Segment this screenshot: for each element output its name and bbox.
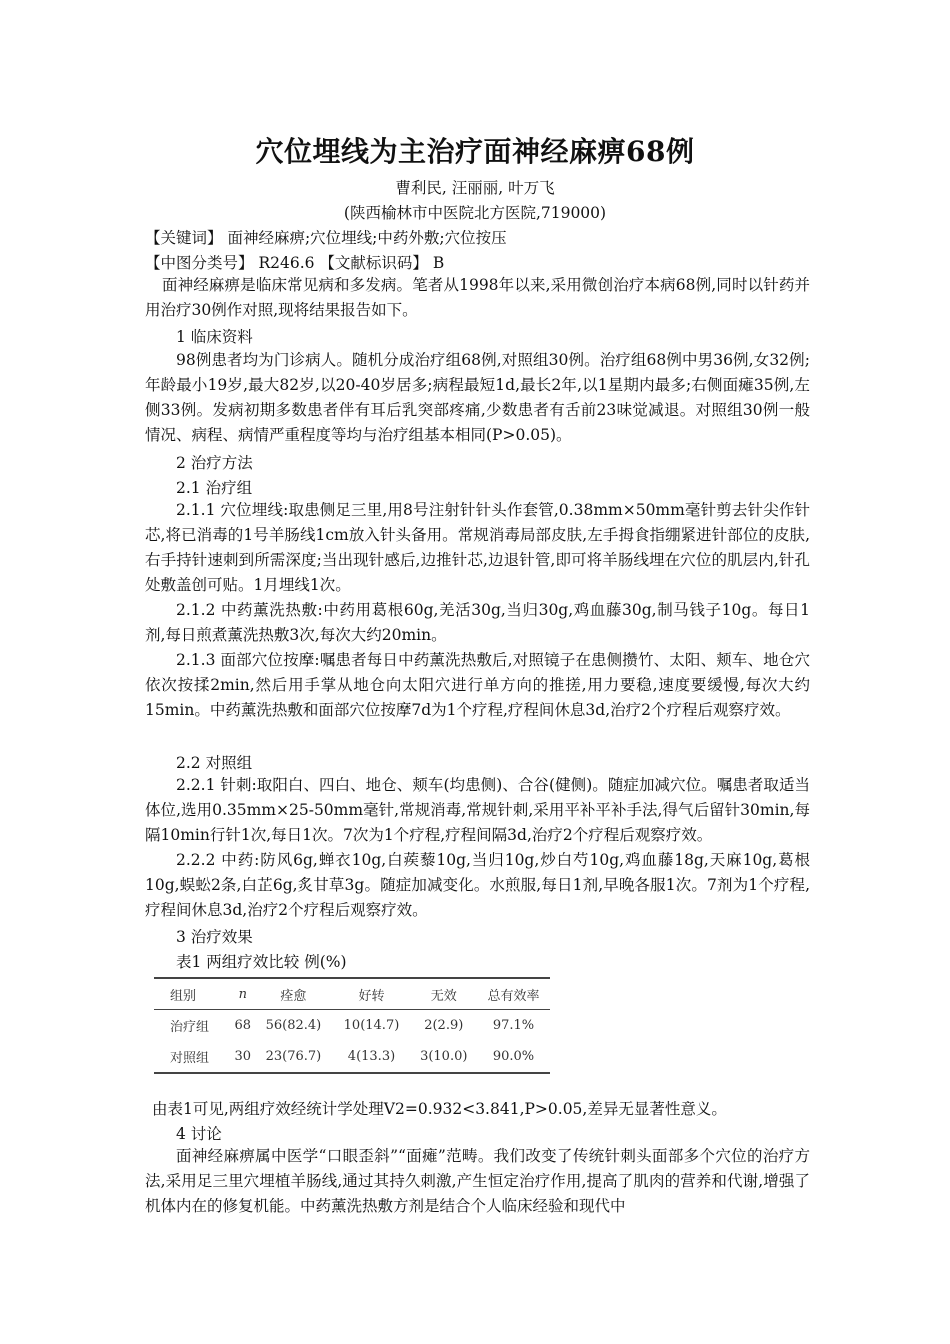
table-cell: 30 xyxy=(231,1041,254,1073)
section-1-text: 98例患者均为门诊病人。随机分成治疗组68例,对照组30例。治疗组68例中男36例,女32例;年龄最小19岁,最大82岁,以20-40岁居多;病程最短1d,最长2年,以1星期内最多;右侧面瘫35例,左侧33例。发病初期多数患者伴有耳后乳突部疼痛,少数患者有舌前23味觉减退。对照组30例一般情况、病程、病情严重程度等均与治疗组基本相同(P>0.05)。 xyxy=(145,351,810,444)
section-2-2-1-text: 2.2.1 针刺:取阳白、四白、地仓、颊车(均患侧)、合谷(健侧)。随症加减穴位。嘱患者取适当体位,选用0.35mm×25-50mm毫针,常规消毒,常规针刺,采用平补平补手法,得气后留针30min,每隔10min行针1次,每日1次。7次为1个疗程,疗程间隔3d,治疗2个疗程后观察疗效。 xyxy=(145,776,810,844)
table-header-cell: 痊愈 xyxy=(254,978,332,1010)
table-header-row xyxy=(154,978,550,1010)
intro-paragraph: 面神经麻痹是临床常见病和多发病。笔者从1998年以来,采用微创治疗本病68例,同时以针药并用治疗30例作对照,现将结果报告如下。 xyxy=(145,276,810,319)
table-row xyxy=(154,1041,550,1073)
section-3-heading: 3 治疗效果 xyxy=(176,928,253,946)
table-header-cell: 组别 xyxy=(154,978,231,1010)
table-cell: 10(14.7) xyxy=(343,1018,400,1033)
affiliation: (陕西榆林市中医院北方医院,719000) xyxy=(343,204,607,222)
table-cell: 2(2.9) xyxy=(424,1018,464,1033)
table-conclusion: 由表1可见,两组疗效经统计学处理V2=0.932<3.841,P>0.05,差异无显著性意义。 xyxy=(152,1100,727,1118)
table-cell: 4(13.3) xyxy=(332,1041,410,1073)
table-cell: 90.0% xyxy=(477,1041,550,1073)
keywords-line xyxy=(145,226,507,248)
clc-label: 【中图分类号】 xyxy=(145,254,254,272)
table-row xyxy=(154,1010,550,1042)
table-caption: 表1 两组疗效比较 例(%) xyxy=(176,953,347,971)
keywords-label: 【关键词】 xyxy=(145,229,223,247)
paper-title: 穴位埋线为主治疗面神经麻痹68例 xyxy=(255,135,695,168)
section-2-1-1-text: 2.1.1 穴位埋线:取患侧足三里,用8号注射针针头作套管,0.38mm×50mm毫针剪去针尖作针芯,将已消毒的1号羊肠线1cm放入针头备用。常规消毒局部皮肤,左手拇食指绷紧进针部位的皮肤,右手持针速刺到所需深度;当出现针感后,边推针芯,边退针管,即可将羊肠线埋在穴位的肌层内,针孔处敷盖创可贴。1月埋线1次。 xyxy=(145,501,810,594)
classification-line xyxy=(145,251,444,273)
section-2-1-3-text: 2.1.3 面部穴位按摩:嘱患者每日中药薰洗热敷后,对照镜子在患侧攒竹、太阳、颊车、地仓穴依次按揉2min,然后用手掌从地仓向太阳穴进行单方向的推搓,用力要稳,速度要缓慢,每次大约15min。中药薰洗热敷和面部穴位按摩7d为1个疗程,疗程间休息3d,治疗2个疗程后观察疗效。 xyxy=(145,651,810,719)
section-2-2-heading: 2.2 对照组 xyxy=(176,754,253,772)
table-header-cell: 好转 xyxy=(332,978,410,1010)
table-cell: 对照组 xyxy=(154,1041,231,1073)
table-header-cell: 无效 xyxy=(411,978,477,1010)
section-1-heading: 1 临床资料 xyxy=(176,328,253,346)
section-2-2-2-text: 2.2.2 中药:防风6g,蝉衣10g,白蒺藜10g,当归10g,炒白芍10g,鸡血藤18g,天麻10g,葛根10g,蜈蚣2条,白芷6g,炙甘草3g。随症加减变化。水煎服,每日1剂,早晚各服1次。7剂为1个疗程,疗程间休息3d,治疗2个疗程后观察疗效。 xyxy=(145,851,810,919)
section-2-1-2-text: 2.1.2 中药薰洗热敷:中药用葛根60g,羌活30g,当归30g,鸡血藤30g,制马钱子10g。每日1剂,每日煎煮薰洗热敷3次,每次大约20min。 xyxy=(145,601,810,644)
table-cell: 23(76.7) xyxy=(254,1041,332,1073)
section-2-heading: 2 治疗方法 xyxy=(176,454,253,472)
doc-code-value: B xyxy=(427,254,445,272)
section-4-text: 面神经麻痹属中医学“口眼歪斜”“面瘫”范畴。我们改变了传统针刺头面部多个穴位的治疗方法,采用足三里穴埋植羊肠线,通过其持久刺激,产生恒定治疗作用,提高了肌肉的营养和代谢,增强了机体内在的修复机能。中药薰洗热敷方剂是结合个人临床经验和现代中 xyxy=(145,1147,810,1215)
section-4-heading: 4 讨论 xyxy=(176,1125,222,1143)
efficacy-table xyxy=(154,977,550,1074)
section-2-1-heading: 2.1 治疗组 xyxy=(176,479,253,497)
table-cell: 3(10.0) xyxy=(411,1041,477,1073)
doc-code-label: 【文献标识码】 xyxy=(319,254,428,272)
authors: 曹利民, 汪丽丽, 叶万飞 xyxy=(395,179,555,197)
table-cell: 97.1% xyxy=(492,1018,535,1033)
table-cell: 68 xyxy=(234,1018,252,1033)
table-header-cell: 总有效率 xyxy=(477,978,550,1010)
keywords-value: 面神经麻痹;穴位埋线;中药外敷;穴位按压 xyxy=(222,229,507,247)
table-header-cell: n xyxy=(231,978,254,1010)
clc-value: R246.6 xyxy=(253,254,320,272)
table-cell: 56(82.4) xyxy=(265,1018,322,1033)
table-cell: 治疗组 xyxy=(170,1020,210,1035)
